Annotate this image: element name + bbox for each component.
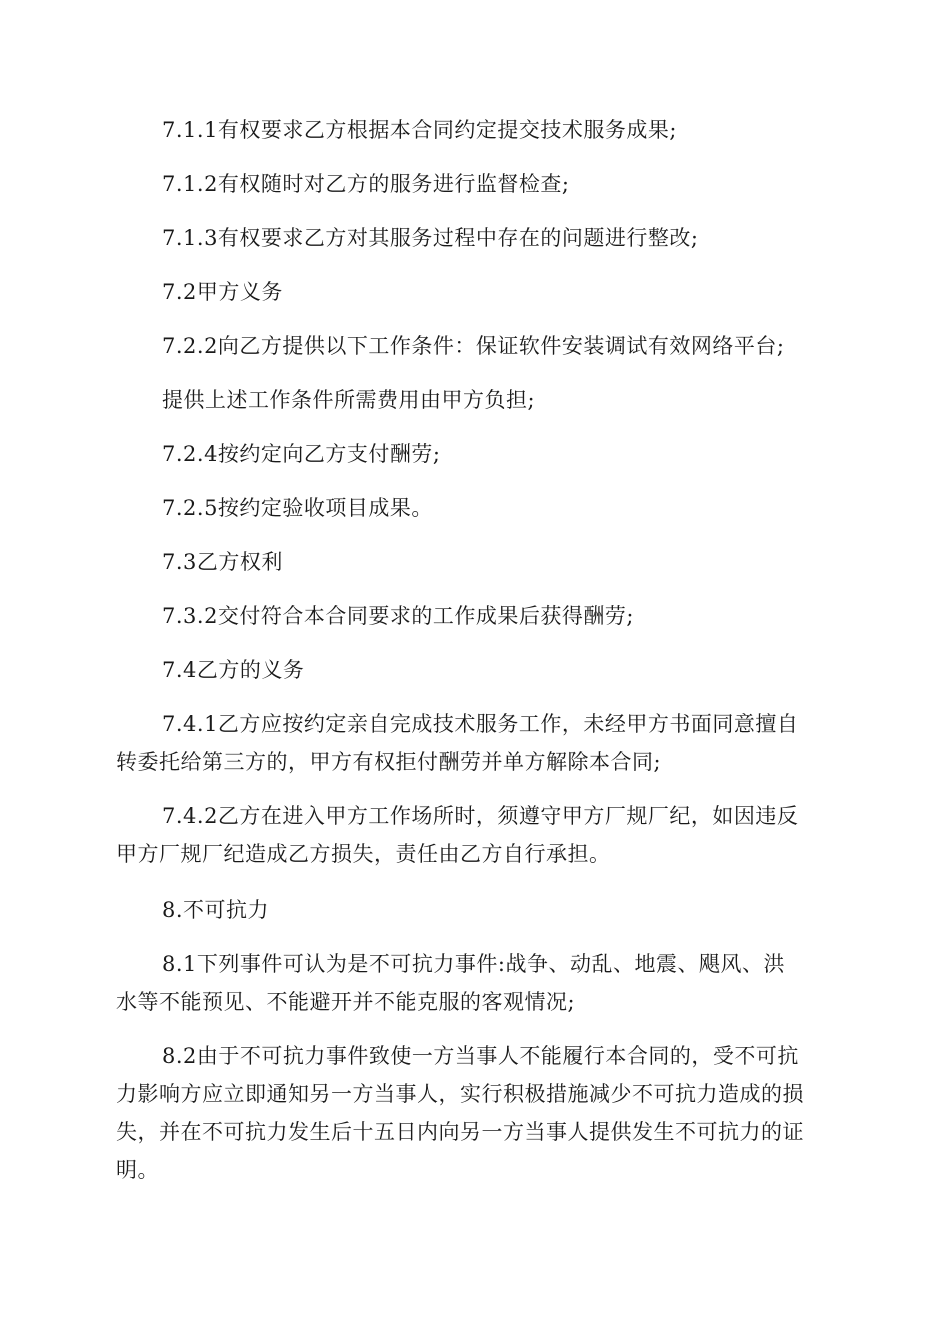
clause-8-1-line-1: 8.1下列事件可认为是不可抗力事件:战争、动乱、地震、飓风、洪 <box>162 952 785 976</box>
clause-7-1-2: 7.1.2有权随时对乙方的服务进行监督检查; <box>162 172 570 196</box>
clause-7-2-4: 7.2.4按约定向乙方支付酬劳; <box>162 442 441 466</box>
clause-7-1-1: 7.1.1有权要求乙方根据本合同约定提交技术服务成果; <box>162 118 678 142</box>
clause-7-4-1-line-2: 转委托给第三方的，甲方有权拒付酬劳并单方解除本合同; <box>116 750 662 774</box>
clause-7-2-5: 7.2.5按约定验收项目成果。 <box>162 496 433 520</box>
section-7-2-heading: 7.2甲方义务 <box>162 280 283 304</box>
clause-8-1-line-2: 水等不能预见、不能避开并不能克服的客观情况; <box>116 990 576 1014</box>
clause-7-1-3: 7.1.3有权要求乙方对其服务过程中存在的问题进行整改; <box>162 226 699 250</box>
clause-7-4-2-line-2: 甲方厂规厂纪造成乙方损失，责任由乙方自行承担。 <box>116 842 611 866</box>
clause-7-4-1-line-1: 7.4.1乙方应按约定亲自完成技术服务工作，未经甲方书面同意擅自 <box>162 712 799 736</box>
clause-8-2-line-4: 明。 <box>116 1158 159 1182</box>
clause-7-2-2: 7.2.2向乙方提供以下工作条件：保证软件安装调试有效网络平台; <box>162 334 785 358</box>
clause-8-2-line-2: 力影响方应立即通知另一方当事人，实行积极措施减少不可抗力造成的损 <box>116 1082 804 1106</box>
clause-8-2-line-3: 失，并在不可抗力发生后十五日内向另一方当事人提供发生不可抗力的证 <box>116 1120 804 1144</box>
clause-7-3-2: 7.3.2交付符合本合同要求的工作成果后获得酬劳; <box>162 604 635 628</box>
clause-8-2-line-1: 8.2由于不可抗力事件致使一方当事人不能履行本合同的，受不可抗 <box>162 1044 799 1068</box>
section-7-3-heading: 7.3乙方权利 <box>162 550 283 574</box>
clause-7-2-2-continued: 提供上述工作条件所需费用由甲方负担; <box>162 388 536 412</box>
section-7-4-heading: 7.4乙方的义务 <box>162 658 305 682</box>
section-8-heading: 8.不可抗力 <box>162 898 270 922</box>
clause-7-4-2-line-1: 7.4.2乙方在进入甲方工作场所时，须遵守甲方厂规厂纪，如因违反 <box>162 804 799 828</box>
